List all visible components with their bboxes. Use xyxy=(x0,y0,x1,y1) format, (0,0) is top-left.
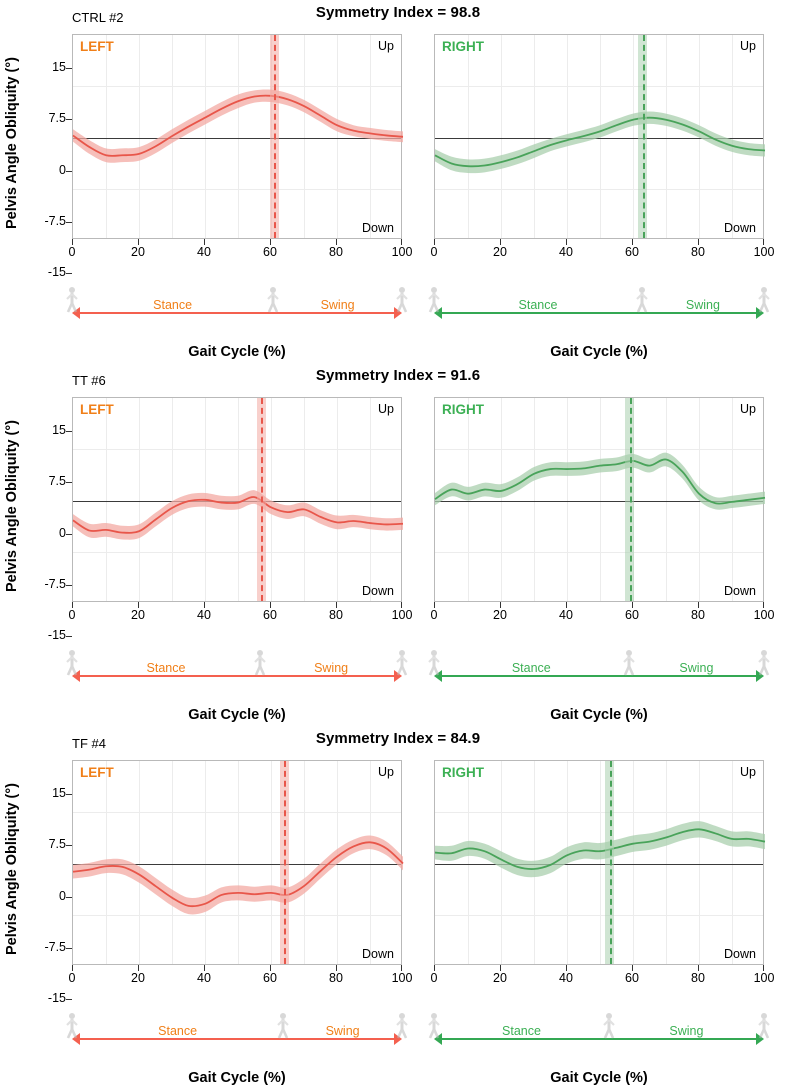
x-tick-label: 80 xyxy=(329,245,343,259)
subject-label: TF #4 xyxy=(72,736,106,751)
subject-label: TT #6 xyxy=(72,373,106,388)
phase-line xyxy=(437,675,761,677)
gait-phase-bar xyxy=(72,1012,402,1064)
left-side-label: LEFT xyxy=(80,402,114,417)
y-tick-mark xyxy=(66,534,72,535)
toe-off-line xyxy=(284,761,286,964)
walking-figure-icon xyxy=(64,286,80,316)
up-direction-label: Up xyxy=(740,765,756,779)
y-axis-title: Pelvis Angle Obliquity (°) xyxy=(4,782,21,956)
swing-label: Swing xyxy=(679,661,714,675)
walking-figure-icon xyxy=(621,649,637,679)
down-direction-label: Down xyxy=(724,221,756,235)
x-tick-label: 60 xyxy=(625,608,639,622)
x-tick-label: 20 xyxy=(131,971,145,985)
toe-off-line xyxy=(274,35,276,238)
gait-phase-bar xyxy=(72,286,402,338)
symmetry-index-title: Symmetry Index = 98.8 xyxy=(315,4,481,21)
y-axis-title: Pelvis Angle Obliquity (°) xyxy=(4,56,21,230)
phase-line xyxy=(75,312,399,314)
walking-figure-icon xyxy=(394,286,410,316)
right-side-label: RIGHT xyxy=(442,39,484,54)
y-tick-mark xyxy=(66,222,72,223)
left-side-label: LEFT xyxy=(80,765,114,780)
gait-phase-bar xyxy=(434,1012,764,1064)
x-tick-label: 40 xyxy=(559,971,573,985)
walking-figure-icon xyxy=(394,649,410,679)
x-axis-title: Gait Cycle (%) xyxy=(550,1070,648,1086)
subject-label: CTRL #2 xyxy=(72,10,124,25)
stance-label: Stance xyxy=(511,661,551,675)
walking-figure-icon xyxy=(265,286,281,316)
plot-area xyxy=(72,760,402,965)
symmetry-index-title: Symmetry Index = 91.6 xyxy=(315,367,481,384)
x-tick-label: 0 xyxy=(68,245,76,259)
stance-label: Stance xyxy=(502,1024,541,1038)
toe-off-line xyxy=(261,398,263,601)
y-tick-mark xyxy=(66,273,72,274)
walking-figure-icon xyxy=(426,286,442,316)
y-tick-mark xyxy=(66,636,72,637)
x-tick-label: 100 xyxy=(391,608,413,622)
y-tick-label: 7.5 xyxy=(48,474,66,489)
plot-area xyxy=(434,760,764,965)
swing-label: Swing xyxy=(325,1024,360,1038)
stance-label: Stance xyxy=(518,298,558,312)
x-tick-label: 100 xyxy=(753,608,775,622)
x-tick-label: 20 xyxy=(131,245,145,259)
panel-right-1 xyxy=(430,397,775,723)
gait-phase-bar xyxy=(434,649,764,701)
chart-block-2 xyxy=(0,726,796,1089)
x-tick-label: 20 xyxy=(493,245,507,259)
x-tick-label: 0 xyxy=(68,971,76,985)
plot-area xyxy=(72,397,402,602)
y-tick-mark xyxy=(66,794,72,795)
x-tick-label: 60 xyxy=(625,971,639,985)
y-tick-mark xyxy=(66,845,72,846)
walking-figure-icon xyxy=(634,286,650,316)
y-tick-label: 15 xyxy=(52,60,66,74)
down-direction-label: Down xyxy=(362,221,394,235)
walking-figure-icon xyxy=(64,1012,80,1042)
plot-area xyxy=(434,397,764,602)
walking-figure-icon xyxy=(426,649,442,679)
x-tick-label: 100 xyxy=(391,245,413,259)
chart-block-1 xyxy=(0,363,796,726)
toe-off-line xyxy=(643,35,645,238)
stance-label: Stance xyxy=(153,298,193,312)
x-tick-label: 80 xyxy=(691,245,705,259)
x-tick-label: 0 xyxy=(68,608,76,622)
y-tick-mark xyxy=(66,585,72,586)
y-tick-mark xyxy=(66,948,72,949)
y-tick-mark xyxy=(66,171,72,172)
y-tick-label: -7.5 xyxy=(44,939,66,954)
y-tick-label: 7.5 xyxy=(48,111,66,126)
down-direction-label: Down xyxy=(362,584,394,598)
down-direction-label: Down xyxy=(362,947,394,961)
y-tick-label: 0 xyxy=(59,888,66,903)
series-curve xyxy=(73,35,403,240)
x-tick-label: 40 xyxy=(197,245,211,259)
x-tick-label: 40 xyxy=(197,608,211,622)
panel-right-0 xyxy=(430,34,775,360)
right-side-label: RIGHT xyxy=(442,765,484,780)
swing-label: Swing xyxy=(685,298,720,312)
right-side-label: RIGHT xyxy=(442,402,484,417)
up-direction-label: Up xyxy=(740,402,756,416)
plot-area xyxy=(434,34,764,239)
x-tick-label: 20 xyxy=(131,608,145,622)
y-tick-label: -7.5 xyxy=(44,213,66,228)
down-direction-label: Down xyxy=(724,584,756,598)
x-tick-label: 0 xyxy=(430,971,438,985)
x-tick-label: 100 xyxy=(753,971,775,985)
walking-figure-icon xyxy=(275,1012,291,1042)
walking-figure-icon xyxy=(64,649,80,679)
x-tick-label: 60 xyxy=(625,245,639,259)
y-axis-title: Pelvis Angle Obliquity (°) xyxy=(4,419,21,593)
x-tick-label: 0 xyxy=(430,245,438,259)
stance-label: Stance xyxy=(158,1024,198,1038)
series-curve xyxy=(435,761,765,966)
phase-line xyxy=(75,675,399,677)
y-tick-mark xyxy=(66,897,72,898)
toe-off-line xyxy=(610,761,612,964)
x-tick-label: 100 xyxy=(753,245,775,259)
panel-left-0 xyxy=(44,34,413,360)
x-tick-label: 80 xyxy=(329,608,343,622)
x-tick-label: 0 xyxy=(430,608,438,622)
y-tick-label: 0 xyxy=(59,525,66,540)
x-axis-title: Gait Cycle (%) xyxy=(188,344,286,360)
panel-right-2 xyxy=(430,760,775,1086)
x-tick-label: 60 xyxy=(263,245,277,259)
series-curve xyxy=(73,398,403,603)
x-tick-label: 40 xyxy=(559,245,573,259)
x-tick-label: 80 xyxy=(329,971,343,985)
walking-figure-icon xyxy=(756,649,772,679)
panel-left-1 xyxy=(44,397,413,723)
walking-figure-icon xyxy=(394,1012,410,1042)
up-direction-label: Up xyxy=(378,39,394,53)
x-tick-label: 80 xyxy=(691,971,705,985)
walking-figure-icon xyxy=(252,649,268,679)
y-tick-label: -15 xyxy=(47,991,66,1005)
x-tick-label: 20 xyxy=(493,971,507,985)
series-curve xyxy=(435,35,765,240)
down-direction-label: Down xyxy=(724,947,756,961)
y-tick-label: 15 xyxy=(52,786,66,800)
walking-figure-icon xyxy=(426,1012,442,1042)
up-direction-label: Up xyxy=(378,402,394,416)
toe-off-line xyxy=(630,398,632,601)
symmetry-index-title: Symmetry Index = 84.9 xyxy=(315,730,481,747)
up-direction-label: Up xyxy=(378,765,394,779)
walking-figure-icon xyxy=(601,1012,617,1042)
swing-label: Swing xyxy=(314,661,349,675)
up-direction-label: Up xyxy=(740,39,756,53)
y-tick-mark xyxy=(66,482,72,483)
walking-figure-icon xyxy=(756,286,772,316)
plot-area xyxy=(72,34,402,239)
phase-line xyxy=(437,1038,761,1040)
swing-label: Swing xyxy=(669,1024,704,1038)
x-tick-label: 60 xyxy=(263,971,277,985)
x-tick-label: 40 xyxy=(197,971,211,985)
x-axis-title: Gait Cycle (%) xyxy=(550,707,648,723)
x-tick-label: 40 xyxy=(559,608,573,622)
x-axis-title: Gait Cycle (%) xyxy=(188,707,286,723)
series-curve xyxy=(435,398,765,603)
x-tick-label: 80 xyxy=(691,608,705,622)
series-curve xyxy=(73,761,403,966)
y-tick-mark xyxy=(66,431,72,432)
left-side-label: LEFT xyxy=(80,39,114,54)
stance-label: Stance xyxy=(146,661,186,675)
gait-phase-bar xyxy=(72,649,402,701)
x-axis-title: Gait Cycle (%) xyxy=(188,1070,286,1086)
walking-figure-icon xyxy=(756,1012,772,1042)
x-tick-label: 60 xyxy=(263,608,277,622)
y-tick-mark xyxy=(66,999,72,1000)
phase-line xyxy=(75,1038,399,1040)
phase-line xyxy=(437,312,761,314)
gait-phase-bar xyxy=(434,286,764,338)
x-tick-label: 20 xyxy=(493,608,507,622)
y-tick-label: 15 xyxy=(52,423,66,437)
x-tick-label: 100 xyxy=(391,971,413,985)
y-tick-label: 7.5 xyxy=(48,837,66,852)
panel-left-2 xyxy=(44,760,413,1086)
swing-label: Swing xyxy=(320,298,355,312)
y-tick-mark xyxy=(66,119,72,120)
x-axis-title: Gait Cycle (%) xyxy=(550,344,648,360)
chart-block-0 xyxy=(0,0,796,363)
y-tick-label: -15 xyxy=(47,265,66,279)
y-tick-label: -7.5 xyxy=(44,576,66,591)
y-tick-mark xyxy=(66,68,72,69)
y-tick-label: -15 xyxy=(47,628,66,642)
y-tick-label: 0 xyxy=(59,162,66,177)
